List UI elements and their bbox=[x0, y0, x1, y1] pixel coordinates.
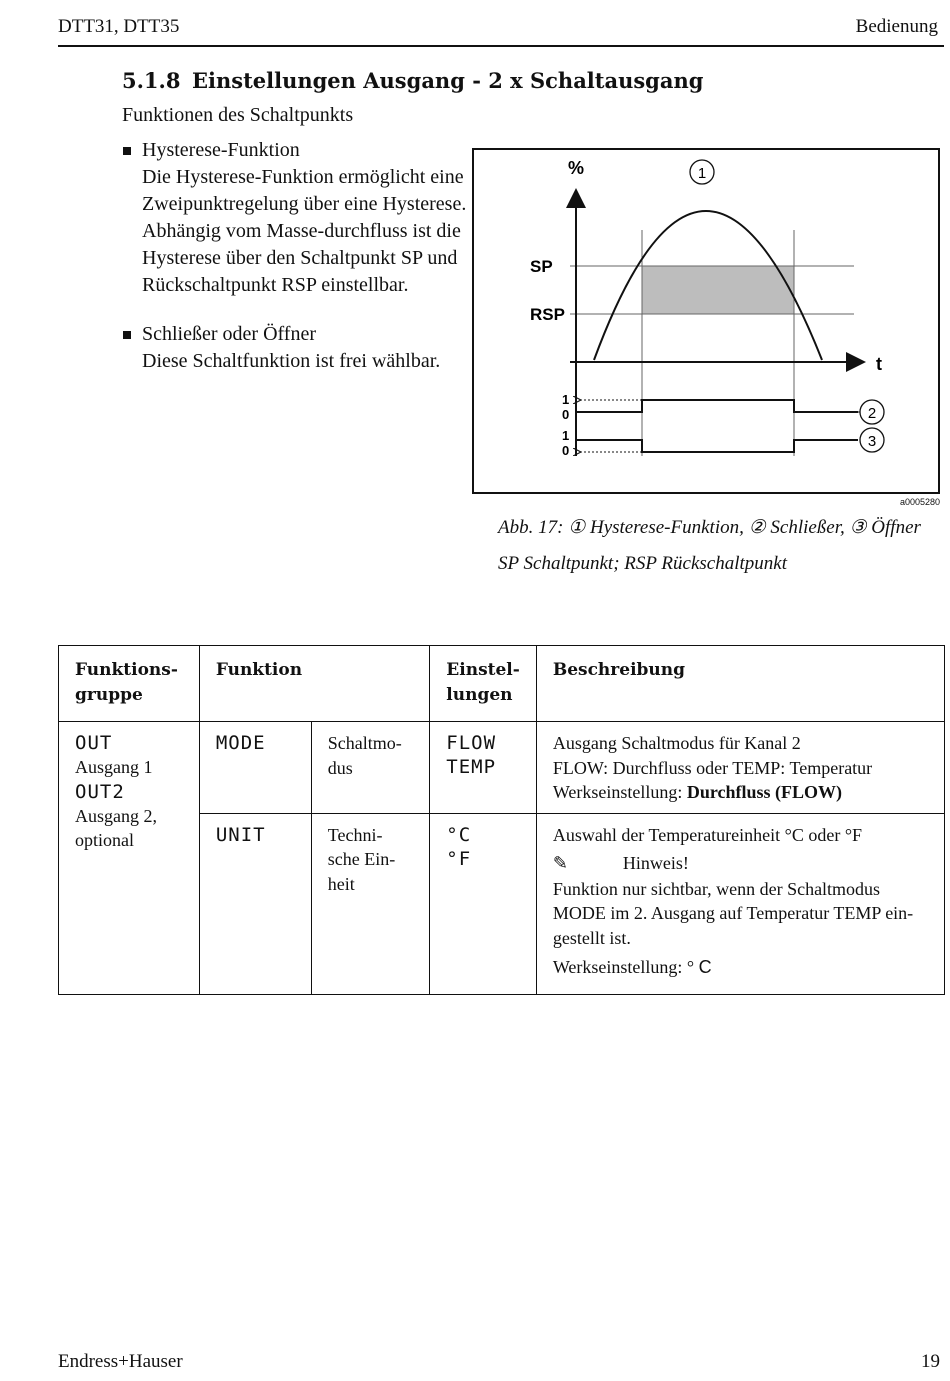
description-line: Ausgang Schaltmodus für Kanal 2 bbox=[552, 733, 801, 753]
bullet-text: Diese Schaltfunktion ist frei wählbar. bbox=[142, 350, 441, 372]
function-code-cell bbox=[199, 813, 311, 994]
closer-zero-label: 0 bbox=[562, 407, 570, 422]
bullet-square-icon bbox=[123, 147, 131, 155]
default-label: Werkseinstellung: bbox=[552, 782, 683, 802]
default-value: Durchfluss (FLOW) bbox=[686, 782, 843, 802]
settings-cell-mode bbox=[430, 722, 537, 814]
description-line: Auswahl der Temperatureinheit °C oder °F bbox=[552, 824, 863, 845]
hysteresis-diagram bbox=[474, 150, 938, 492]
y-axis-label: % bbox=[568, 158, 585, 178]
intro-text: Funktionen des Schaltpunkts bbox=[122, 104, 354, 126]
default-label: Werkseinstellung: ° bbox=[552, 957, 695, 977]
bullet-title: Hysterese-Funktion bbox=[142, 139, 300, 161]
group-label-out: Ausgang 1 bbox=[75, 757, 153, 777]
header-product: DTT31, DTT35 bbox=[58, 16, 180, 37]
header-function: Funktion bbox=[199, 646, 429, 722]
group-label-out2: Ausgang 2, optional bbox=[75, 805, 157, 850]
callout-2: 2 bbox=[867, 405, 877, 422]
header-description: Beschreibung bbox=[536, 646, 944, 722]
closer-signal bbox=[576, 400, 858, 412]
group-code-out2: OUT2 bbox=[75, 780, 125, 803]
default-value: C bbox=[698, 957, 712, 977]
hysteresis-figure bbox=[472, 148, 940, 494]
opener-signal bbox=[576, 440, 858, 452]
description-cell-unit bbox=[536, 813, 944, 994]
header-chapter: Bedienung bbox=[855, 16, 938, 37]
figure-id: a0005280 bbox=[900, 497, 941, 507]
note-label: Hinweis! bbox=[622, 853, 689, 873]
header-function-group: Funktions-gruppe bbox=[59, 646, 200, 722]
bullet-switch-type bbox=[122, 321, 472, 375]
opener-one-label: 1 bbox=[562, 428, 570, 443]
hysteresis-band bbox=[642, 266, 794, 314]
description-cell-mode bbox=[536, 722, 944, 814]
pencil-icon: ✎ bbox=[552, 853, 568, 874]
default-setting bbox=[553, 955, 928, 980]
section-number: 5.1.8 bbox=[122, 68, 181, 93]
default-setting bbox=[553, 780, 928, 805]
figure-legend: SP Schaltpunkt; RSP Rückschaltpunkt bbox=[498, 553, 787, 574]
description-line: FLOW: Durchfluss oder TEMP: Temperatur bbox=[552, 757, 873, 778]
closer-one-label: 1 bbox=[562, 392, 570, 407]
function-code-cell bbox=[199, 722, 311, 814]
setting-flow: FLOW bbox=[446, 732, 497, 754]
function-name-unit: Techni-sche Ein-heit bbox=[311, 813, 430, 994]
sp-label: SP bbox=[530, 257, 553, 276]
x-axis-label: t bbox=[876, 354, 882, 374]
bullet-hysteresis bbox=[122, 137, 472, 299]
function-code-unit: UNIT bbox=[215, 823, 266, 846]
bullet-list bbox=[122, 137, 472, 397]
table-header-row bbox=[59, 646, 945, 722]
setting-celsius: °C bbox=[446, 823, 472, 846]
callout-1: 1 bbox=[697, 165, 707, 182]
rsp-label: RSP bbox=[530, 305, 565, 324]
function-name-mode: Schaltmo-dus bbox=[311, 722, 430, 814]
function-code-mode: MODE bbox=[215, 732, 266, 754]
callout-3: 3 bbox=[867, 433, 877, 450]
header-settings: Einstel-lungen bbox=[430, 646, 537, 722]
figure-caption: Abb. 17: ① Hysterese-Funktion, ② Schließer, ③ Öffner bbox=[498, 517, 921, 538]
bullet-text: Die Hysterese-Funktion ermöglicht eine Zweipunktregelung über eine Hysterese. Abhängig vom Masse-durchfluss ist die Hysterese über den Schaltpunkt SP und Rückschaltpunkt RSP einstellbar. bbox=[142, 166, 467, 296]
table-row-mode bbox=[59, 722, 945, 814]
bullet-title: Schließer oder Öffner bbox=[142, 323, 317, 345]
section-title: Einstellungen Ausgang - 2 x Schaltausgang bbox=[192, 68, 704, 93]
page-number: 19 bbox=[921, 1351, 940, 1372]
function-table bbox=[58, 645, 945, 995]
note-text: Funktion nur sichtbar, wenn der Schaltmodus MODE im 2. Ausgang auf Temperatur TEMP ein-gestellt ist. bbox=[552, 878, 914, 948]
setting-fahrenheit: °F bbox=[446, 847, 472, 870]
setting-temp: TEMP bbox=[446, 756, 497, 778]
group-code-out: OUT bbox=[75, 732, 113, 754]
note-heading bbox=[553, 851, 928, 877]
section-heading bbox=[122, 68, 703, 93]
bullet-square-icon bbox=[123, 331, 131, 339]
opener-zero-label: 0 bbox=[562, 443, 570, 458]
settings-cell-unit bbox=[430, 813, 537, 994]
footer-brand: Endress+Hauser bbox=[58, 1351, 183, 1372]
function-group-cell bbox=[59, 722, 200, 995]
header-rule bbox=[58, 45, 944, 47]
